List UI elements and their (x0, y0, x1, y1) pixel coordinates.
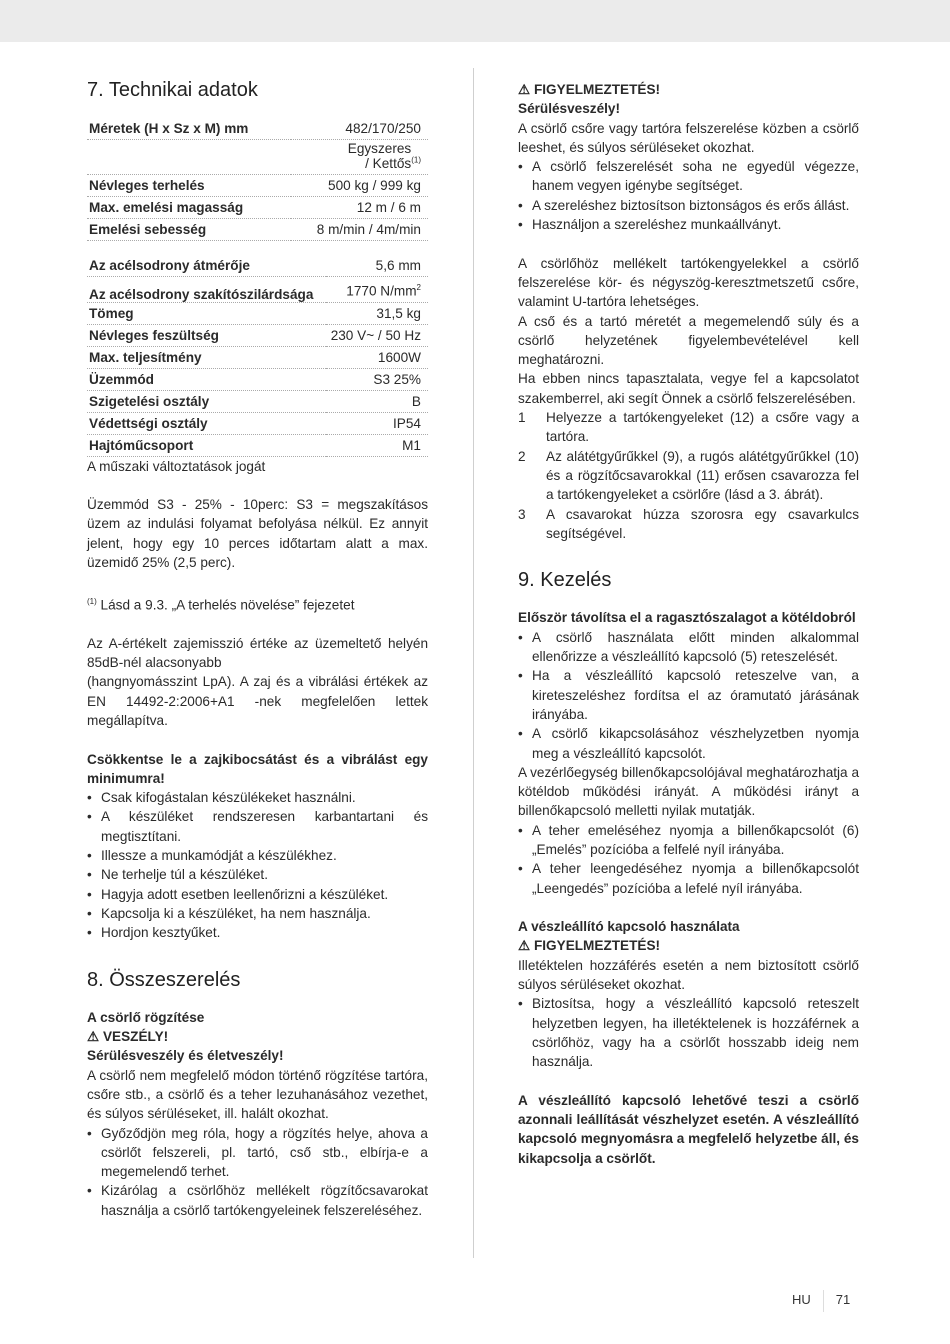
spec-value (326, 390, 428, 412)
list-item (87, 865, 428, 884)
spec-label: Névleges feszültség (87, 324, 326, 346)
spec-row (87, 175, 428, 197)
footnote (87, 592, 428, 615)
spec-value (326, 368, 428, 390)
bullet-icon: • (87, 1183, 92, 1199)
spec-value-text: Egyszeres / Kettős (347, 141, 412, 171)
paragraph: Üzemmód S3 - 25% - 10perc: S3 = megszakításos üzem az indulási folyamat befolyása nélkül. Ez annyit jelent, hogy egy 10 perces időtartam alatt a max. üzemidő 25% (2,5 perc). (87, 497, 428, 571)
step-number: 2 (518, 448, 526, 464)
spec-table-1 (87, 118, 428, 241)
paragraph: A műszaki változtatások jogát (87, 458, 266, 474)
list-item (87, 788, 428, 807)
step-number: 1 (518, 410, 526, 426)
spec-label: Méretek (H x Sz x M) mm (87, 118, 291, 140)
bullet-icon: • (87, 1125, 92, 1141)
spec-row (87, 346, 428, 368)
spec-value-text: 230 V~ / 50 Hz (330, 327, 421, 343)
spec-row (87, 390, 428, 412)
list-item (518, 724, 859, 763)
top-bar (0, 0, 950, 42)
section-heading: 9. Kezelés (518, 569, 612, 592)
list-item (518, 196, 859, 215)
bullet-icon: • (87, 848, 92, 863)
spec-value-text: 12 m / 6 m (356, 200, 421, 215)
section-heading: 8. Összeszerelés (87, 968, 241, 991)
list-item (87, 807, 428, 846)
footnote-text: Lásd a 9.3. „A terhelés növelése” fejezetet (96, 597, 355, 613)
spec-row (87, 412, 428, 434)
list-item-text: A csörlő használata előtt minden alkalommal ellenőrizze a vészleállító kapcsoló (5) reteszelését. (532, 629, 859, 665)
warning-triangle-icon: ⚠ (87, 1029, 103, 1045)
list-item (518, 821, 859, 860)
bullet-icon: • (87, 886, 92, 902)
bullet-icon: • (518, 197, 523, 213)
spec-value (291, 219, 428, 241)
right-column (518, 80, 859, 1168)
bullet-icon: • (518, 822, 523, 838)
list-item-text: A teher emeléséhez nyomja a billenőkapcsolót (6) „Emelés” pozícióba a felfelé nyíl irányába. (532, 822, 859, 857)
spec-value-text: 1770 N/mm (346, 283, 417, 299)
spec-row (87, 302, 428, 324)
list-item (518, 215, 859, 234)
bullet-list (518, 994, 859, 1071)
list-item-text: Használjon a szereléshez munkaállványt. (532, 217, 782, 233)
spec-value (326, 277, 428, 303)
list-item (87, 1124, 428, 1182)
spec-row (87, 197, 428, 219)
spec-table-2 (87, 255, 428, 457)
list-item-text: Illessze a munkamódját a készülékhez. (101, 848, 337, 863)
bold-heading: Sérülésveszély! (518, 101, 621, 117)
footnote-marker: (1) (411, 155, 421, 165)
list-item-text: A csörlő kikapcsolásához vészhelyzetben nyomja meg a vészleállító kapcsolót. (532, 726, 859, 761)
spec-value (326, 434, 428, 456)
spec-value-text: 8 m/min / 4m/min (316, 222, 421, 237)
warning-text: VESZÉLY! (102, 1029, 169, 1045)
spec-value-text: S3 25% (373, 371, 421, 387)
spec-label: Szigetelési osztály (87, 390, 326, 412)
bullet-icon: • (518, 996, 523, 1012)
page-number: 71 (835, 1292, 851, 1308)
spec-value (326, 324, 428, 346)
page-footer (792, 1290, 850, 1312)
bold-heading: A vészleállító kapcsoló használata (518, 919, 740, 935)
list-item-text: A teher leengedéséhez nyomja a billenőkapcsolót „Leengedés” pozícióba a lefelé nyíl irányába. (532, 861, 859, 896)
spacer (518, 1072, 859, 1091)
footnote-marker: (1) (87, 596, 97, 606)
step-item (518, 408, 859, 447)
list-item (87, 846, 428, 865)
spacer (518, 234, 859, 253)
spec-label: Az acélsodrony szakítószilárdsága (87, 277, 326, 303)
list-item (87, 923, 428, 942)
spec-row (87, 368, 428, 390)
bullet-icon: • (87, 790, 92, 806)
list-item (87, 1181, 428, 1220)
spec-value (291, 175, 428, 197)
list-item-text: Ha a vészleállító kapcsoló reteszelve van, a kireteszeléshez fordítsa el az óramutató járásának irányába. (532, 668, 859, 722)
spec-value-text: B (411, 393, 421, 409)
spec-value (326, 346, 428, 368)
list-item-text: Biztosítsa, hogy a vészleállító kapcsoló reteszelt helyzetben legyen, ha illetéktelenek is hozzáférnek a csörlőhöz, vagy ha a csörlőt hosszabb ideig nem használja. (532, 996, 859, 1070)
spec-label: Max. teljesítmény (87, 346, 326, 368)
bold-paragraph: A vészleállító kapcsoló lehetővé teszi a csörlő azonnali leállítását vészhelyzet esetén. A vészleállító kapcsoló megnyomásra a megfelelő helyzetbe áll, és kikapcsolja a csörlőt. (518, 1092, 859, 1166)
paragraph: (hangnyomásszint LpA). A zaj és a vibrálási értékek az EN 14492-2:2006+A1 -nek megfelelően lettek megállapítva. (87, 674, 428, 728)
warning-label (518, 936, 859, 955)
column-divider (473, 68, 474, 1258)
spec-label: Üzemmód (87, 368, 326, 390)
step-text: A csavarokat húzza szorosra egy csavarkulcs segítségével. (546, 506, 859, 541)
bullet-icon: • (518, 726, 523, 742)
list-item (87, 885, 428, 904)
list-item (87, 904, 428, 923)
bullet-icon: • (518, 629, 523, 645)
spec-value-text: IP54 (393, 415, 421, 431)
spacer (518, 543, 859, 562)
bullet-list (518, 628, 859, 763)
paragraph: Illetéktelen hozzáférés esetén a nem biztosított csörlő súlyos sérüléseket okozhat. (518, 957, 859, 993)
warning-text: FIGYELMEZTETÉS! (533, 82, 661, 97)
list-item-text: A csörlő felszerelését soha ne egyedül végezze, hanem vegyen igénybe segítséget. (532, 159, 859, 194)
step-item (518, 505, 859, 544)
bullet-icon: • (518, 159, 523, 175)
bullet-icon: • (518, 861, 523, 877)
list-item (518, 157, 859, 196)
spec-label: Emelési sebesség (87, 219, 291, 241)
spec-label: Védettségi osztály (87, 412, 326, 434)
spacer (87, 730, 428, 749)
list-item-text: Kizárólag a csörlőhöz mellékelt rögzítőcsavarokat használja a csörlő tartókengyeleinek felszereléséhez. (101, 1183, 428, 1218)
warning-text: FIGYELMEZTETÉS! (533, 938, 661, 954)
list-item-text: A szereléshez biztosítson biztonságos és erős állást. (532, 197, 850, 213)
spec-value (326, 412, 428, 434)
spec-value-text: 1600W (377, 349, 421, 365)
warning-label (518, 80, 859, 99)
paragraph: A vezérlőegység billenőkapcsolójával meghatározhatja a kötéldob működési irányát. A működési irányt a billenőkapcsoló melletti nyilak mutatják. (518, 764, 859, 819)
bullet-list (518, 157, 859, 234)
spec-row (87, 434, 428, 456)
list-item-text: A készüléket rendszeresen karbantartani és megtisztítani. (101, 809, 428, 844)
numbered-list (518, 408, 859, 543)
spec-value-text: 500 kg / 999 kg (328, 178, 421, 193)
spec-row (87, 324, 428, 346)
bullet-icon: • (87, 809, 92, 825)
bullet-icon: • (87, 905, 92, 921)
spec-label (87, 140, 291, 175)
spec-value (291, 118, 428, 140)
step-item (518, 447, 859, 505)
bullet-list (87, 788, 428, 942)
paragraph: A cső és a tartó méretét a megemelendő súly és a csörlő helyzetének figyelembevételével kell meghatározni. (518, 313, 859, 368)
bullet-list (518, 821, 859, 898)
left-column (87, 78, 428, 1220)
warning-triangle-icon: ⚠ (518, 82, 534, 97)
language-code: HU (792, 1292, 811, 1308)
spacer (87, 942, 428, 961)
paragraph: Az A-értékelt zajemisszió értéke az üzemeltető helyén 85dB-nél alacsonyabb (87, 635, 428, 671)
bold-heading: Először távolítsa el a ragasztószalagot a kötéldobról (518, 610, 856, 626)
spec-row (87, 140, 428, 175)
footnote-marker: 2 (416, 283, 421, 292)
bullet-icon: • (518, 668, 523, 684)
list-item (518, 994, 859, 1071)
spec-label: Az acélsodrony átmérője (87, 255, 326, 277)
spec-value-text: 5,6 mm (375, 258, 421, 273)
list-item (518, 666, 859, 724)
spec-value-text: M1 (402, 437, 421, 453)
spec-value (326, 255, 428, 277)
paragraph: A csörlőhöz mellékelt tartókengyelekkel a csörlő felszerelése kör- és négyszög-keresztmetszetű csőre, valamint U-tartóra lehetséges. (518, 255, 859, 310)
warning-triangle-icon: ⚠ (518, 938, 534, 954)
step-text: Az alátétgyűrűkkel (9), a rugós alátétgyűrűkkel (10) és a rögzítőcsavarokkal (11) erősen csavarozza fel a tartókengyeleket a csörlőre (lásd a 3. ábrát). (546, 448, 859, 503)
spacer (87, 572, 428, 591)
list-item-text: Kapcsolja ki a készüléket, ha nem használja. (101, 905, 371, 921)
spec-label: Névleges terhelés (87, 175, 291, 197)
spacer (87, 614, 428, 633)
spacer (518, 898, 859, 917)
list-item (518, 859, 859, 898)
paragraph: A csörlő csőre vagy tartóra felszerelése közben a csörlő leeshet, és súlyos sérüléseket okozhat. (518, 120, 859, 155)
list-item (518, 628, 859, 667)
list-item-text: Hagyja adott esetben leellenőrizni a készüléket. (101, 886, 389, 902)
spec-label: Max. emelési magasság (87, 197, 291, 219)
spec-value (291, 140, 428, 175)
paragraph: A csörlő nem megfelelő módon történő rögzítése tartóra, csőre stb., a csörlő és a teher lezuhanásához vezethet, és súlyos sérüléseket, ill. halált okozhat. (87, 1067, 428, 1122)
bullet-icon: • (518, 217, 523, 233)
bold-heading: Csökkentse le a zajkibocsátást és a vibrálást egy minimumra! (87, 751, 428, 786)
bullet-list (87, 1124, 428, 1220)
list-item-text: Csak kifogástalan készülékeket használni. (101, 790, 356, 806)
spec-row (87, 277, 428, 303)
spec-label: Tömeg (87, 302, 326, 324)
step-text: Helyezze a tartókengyeleket (12) a csőre vagy a tartóra. (546, 410, 859, 445)
warning-label (87, 1027, 428, 1046)
list-item-text: Győződjön meg róla, hogy a rögzítés helye, ahova a csörlőt felszereli, pl. tartó, cső stb., elbírja-e a megemelendő terhet. (101, 1125, 428, 1180)
footer-divider (823, 1290, 824, 1312)
list-item-text: Hordjon kesztyűket. (101, 925, 221, 941)
spec-row (87, 219, 428, 241)
spec-value (326, 302, 428, 324)
bold-heading: Sérülésveszély és életveszély! (87, 1048, 284, 1064)
spec-label: Hajtóműcsoport (87, 434, 326, 456)
bullet-icon: • (87, 867, 92, 883)
spec-row (87, 255, 428, 277)
bold-heading: A csörlő rögzítése (87, 1009, 205, 1025)
step-number: 3 (518, 506, 526, 522)
spacer (87, 476, 428, 495)
paragraph: Ha ebben nincs tapasztalata, vegye fel a kapcsolatot szakemberrel, aki segít Önnek a csörlő felszerelésében. (518, 371, 859, 406)
section-heading: 7. Technikai adatok (87, 79, 258, 101)
list-item-text: Ne terhelje túl a készüléket. (101, 867, 268, 883)
spec-value-text: 482/170/250 (345, 121, 421, 136)
spec-value-text: 31,5 kg (376, 305, 421, 321)
spec-row (87, 118, 428, 140)
spec-value (291, 197, 428, 219)
bullet-icon: • (87, 925, 92, 941)
